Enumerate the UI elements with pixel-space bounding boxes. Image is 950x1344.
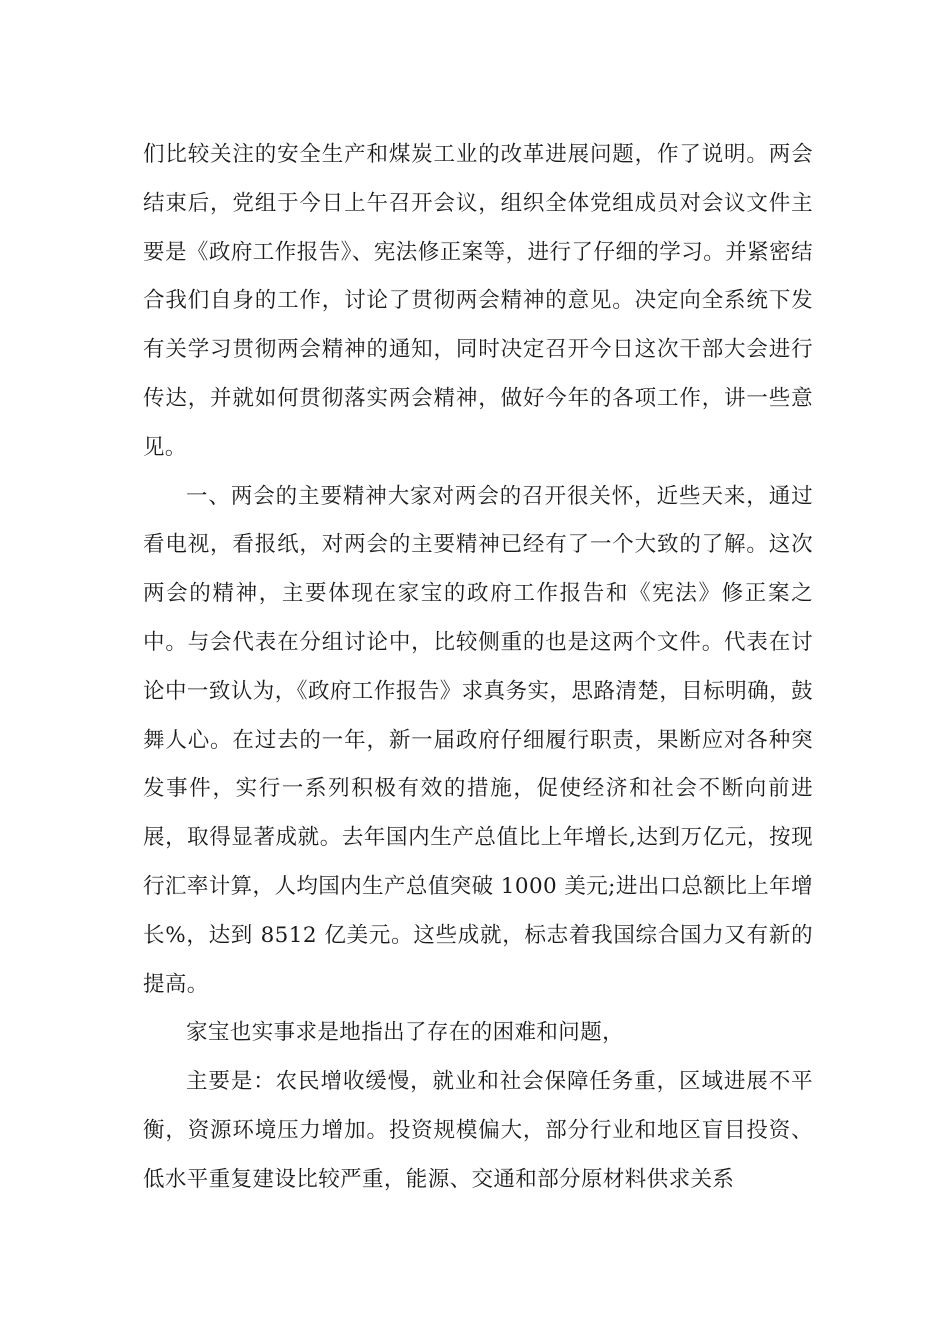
paragraph-3: 家宝也实事求是地指出了存在的困难和问题， bbox=[186, 1020, 625, 1046]
paragraph-1: 们比较关注的安全生产和煤炭工业的改革进展问题，作了说明。两会结束后，党组于今日上午召开会议，组织全体党组成员对会议文件主要是《政府工作报告》、宪法修正案等，进行了仔细的学习。并紧密结合我们自身的工作，讨论了贯彻两会精神的意见。决定向全系统下发有关学习贯彻两会精神的通知，同时决定召开今日这次干部大会进行传达，并就如何贯彻落实两会精神，做好今年的各项工作，讲一些意见。 bbox=[143, 142, 813, 460]
paragraph-4: 主要是：农民增收缓慢，就业和社会保障任务重，区域进展不平衡，资源环境压力增加。投资规模偏大，部分行业和地区盲目投资、低水平重复建设比较严重，能源、交通和部分原材料供求关系 bbox=[143, 1069, 813, 1192]
document-body bbox=[143, 131, 813, 1205]
paragraph-2: 一、两会的主要精神大家对两会的召开很关怀，近些天来，通过看电视，看报纸，对两会的主要精神已经有了一个大致的了解。这次两会的精神，主要体现在家宝的政府工作报告和《宪法》修正案之中。与会代表在分组讨论中，比较侧重的也是这两个文件。代表在讨论中一致认为，《政府工作报告》求真务实，思路清楚，目标明确，鼓舞人心。在过去的一年，新一届政府仔细履行职责，果断应对各种突发事件，实行一系列积极有效的措施，促使经济和社会不断向前进展，取得显著成就。去年国内生产总值比上年增长,达到万亿元，按现行汇率计算，人均国内生产总值突破 1000 美元;进出口总额比上年增长%，达到 8512 亿美元。这些成就，标志着我国综合国力又有新的提高。 bbox=[143, 483, 813, 997]
